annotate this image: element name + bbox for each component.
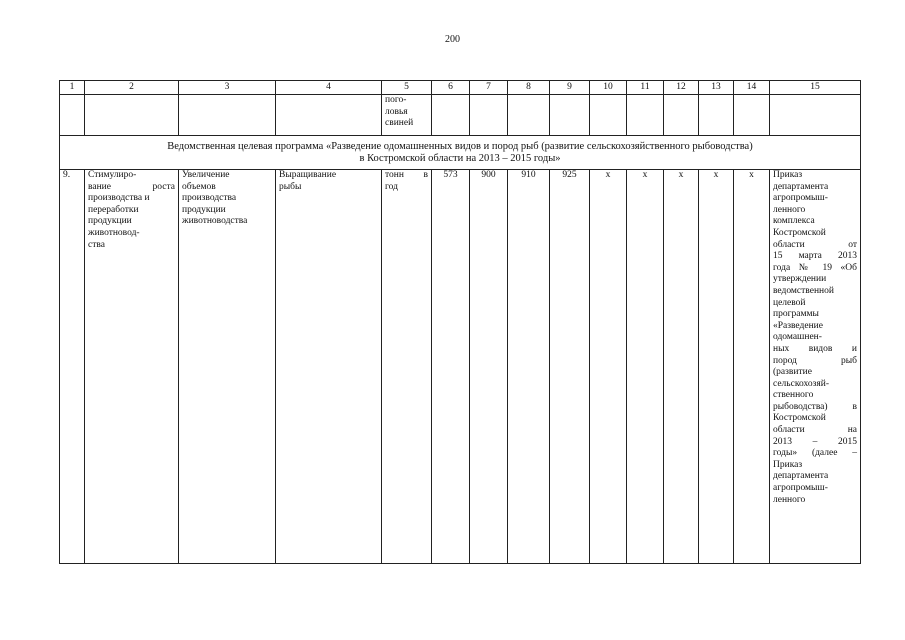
x-mark-cell: x xyxy=(627,170,664,564)
unit-cell xyxy=(382,170,432,564)
cell-line: Костромской xyxy=(773,227,826,238)
cell-line: ведомственной xyxy=(773,285,834,296)
cell-line: Приказ xyxy=(773,170,803,180)
column-number: 3 xyxy=(179,81,276,95)
cell-line: животновод- xyxy=(88,227,140,238)
cell-line: агропромыш- xyxy=(773,483,828,494)
section-title-line: Ведомственная целевая программа «Разведение одомашненных видов и пород рыб (развитие сельскохозяйственного рыбоводства) xyxy=(167,140,753,152)
column-number: 5 xyxy=(382,81,432,95)
table-cell xyxy=(699,95,734,136)
table-cell xyxy=(470,95,508,136)
table-cell xyxy=(550,95,590,136)
table-cell xyxy=(590,95,627,136)
cell-line: ленного xyxy=(773,494,806,505)
column-number: 7 xyxy=(470,81,508,95)
page-number: 200 xyxy=(445,34,460,45)
cell-line: ства xyxy=(88,239,105,250)
column-number: 9 xyxy=(550,81,590,95)
cell-line: утверждении xyxy=(773,274,827,285)
value-cell: 573 xyxy=(432,170,470,564)
x-mark-cell: x xyxy=(734,170,770,564)
table-row xyxy=(60,170,861,564)
table-cell xyxy=(276,95,382,136)
cell-line: года № 19 «Об xyxy=(773,262,857,273)
cell-line: производства и xyxy=(88,193,150,204)
cell-line: ловья xyxy=(385,106,408,117)
x-mark-cell: x xyxy=(699,170,734,564)
cell-line: пород рыб xyxy=(773,355,857,366)
cell-line: переработки xyxy=(88,204,139,215)
value-cell: 925 xyxy=(550,170,590,564)
cell-line: «Разведение xyxy=(773,320,823,331)
column-number: 11 xyxy=(627,81,664,95)
cell-line: пого- xyxy=(385,95,407,105)
program-table xyxy=(59,80,861,564)
cell-line: Костромской xyxy=(773,413,826,424)
table-cell xyxy=(734,95,770,136)
cell-line: комплекса xyxy=(773,216,815,227)
cell-line: рыбоводства) в xyxy=(773,401,857,412)
table-cell xyxy=(179,95,276,136)
column-number: 14 xyxy=(734,81,770,95)
cell-line: животноводства xyxy=(182,216,248,227)
cell-line: тонн в xyxy=(385,170,428,180)
section-title-line: в Костромской области на 2013 – 2015 годы» xyxy=(359,152,561,164)
cell-line: области от xyxy=(773,239,857,250)
task-cell xyxy=(179,170,276,564)
cell-line: ных видов и xyxy=(773,343,857,354)
cell-line: департамента xyxy=(773,181,829,192)
cell-line: Увеличение xyxy=(182,170,230,180)
column-number: 15 xyxy=(770,81,861,95)
cell-line: свиней xyxy=(385,118,414,129)
cell-line: ственного xyxy=(773,390,814,401)
cell-line: одомашнен- xyxy=(773,332,822,343)
x-mark-cell: x xyxy=(664,170,699,564)
cell-line: 2013 – 2015 xyxy=(773,436,857,447)
x-mark-cell: x xyxy=(590,170,627,564)
column-number: 12 xyxy=(664,81,699,95)
value-cell: 900 xyxy=(470,170,508,564)
indicator-cell xyxy=(276,170,382,564)
column-number: 4 xyxy=(276,81,382,95)
section-title xyxy=(60,136,861,170)
cell-line: агропромыш- xyxy=(773,193,828,204)
table-cell xyxy=(508,95,550,136)
cell-line: вание роста xyxy=(88,181,175,192)
cell-line: ленного xyxy=(773,204,806,215)
cell-line: рыбы xyxy=(279,181,302,192)
column-number: 8 xyxy=(508,81,550,95)
unit-cell-continued xyxy=(382,95,432,136)
table-cell xyxy=(432,95,470,136)
table-cell xyxy=(664,95,699,136)
cell-line: год xyxy=(385,181,398,192)
column-number: 13 xyxy=(699,81,734,95)
cell-line: Приказ xyxy=(773,459,803,470)
column-number: 10 xyxy=(590,81,627,95)
column-number: 2 xyxy=(85,81,179,95)
table-row-continued xyxy=(60,95,861,136)
section-row xyxy=(60,136,861,170)
cell-line: объемов xyxy=(182,181,216,192)
cell-line: сельскохозяй- xyxy=(773,378,829,389)
value-cell: 910 xyxy=(508,170,550,564)
cell-line: производства xyxy=(182,193,237,204)
legal-basis-cell xyxy=(770,170,861,564)
column-number-row xyxy=(60,81,861,95)
cell-line: Выращивание xyxy=(279,170,337,180)
cell-line: продукции xyxy=(182,204,226,215)
cell-line: департамента xyxy=(773,471,829,482)
goal-cell xyxy=(85,170,179,564)
table-cell xyxy=(627,95,664,136)
cell-line: области на xyxy=(773,425,857,436)
cell-line: Стимулиро- xyxy=(88,170,137,180)
cell-line: (развитие xyxy=(773,367,812,378)
cell-line: 15 марта 2013 xyxy=(773,251,857,262)
column-number: 6 xyxy=(432,81,470,95)
row-number: 9. xyxy=(60,170,85,564)
cell-line: целевой xyxy=(773,297,806,308)
table-cell xyxy=(770,95,861,136)
table-cell xyxy=(85,95,179,136)
cell-line: программы xyxy=(773,309,819,320)
cell-line: годы» (далее – xyxy=(773,448,857,459)
table-cell xyxy=(60,95,85,136)
cell-line: продукции xyxy=(88,216,132,227)
column-number: 1 xyxy=(60,81,85,95)
